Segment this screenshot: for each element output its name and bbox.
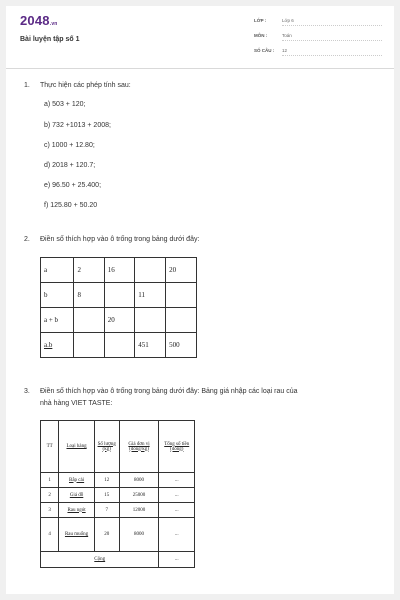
table-cell: 3 [41,503,59,518]
table-cell [135,308,166,333]
worksheet-title: Bài luyện tập số 1 [20,36,80,43]
table-cell: 2 [74,258,104,283]
table-cell: 500 [166,333,197,358]
header-cell: Loại hàng [59,421,95,473]
question-3-cont: nhà hàng VIET TASTE: [40,400,113,407]
table-row [41,283,197,308]
total-value-cell: ... [159,552,195,568]
table-cell [166,283,197,308]
table-cell: 16 [104,258,135,283]
table-row [41,503,195,518]
table-cell: 20 [166,258,197,283]
table-cell: 451 [135,333,166,358]
table-cell: a + b [41,308,74,333]
table-cell: Bắp cải [59,473,95,488]
header-cell: Số lượng (kg) [94,421,119,473]
table-cell [104,283,135,308]
table-total-row [41,552,195,568]
table-row [41,488,195,503]
table-cell: ... [159,473,195,488]
question-2: 2. Điền số thích hợp vào ô trống trong bảng dưới đây: [24,236,200,243]
table-cell [104,333,135,358]
table-cell [135,258,166,283]
q1-item-d: d) 2018 + 120.7; [44,162,96,169]
table-header-row [41,421,195,473]
q1-item-e: e) 96.50 + 25.400; [44,182,102,189]
table-cell: 12 [94,473,119,488]
table-cell: 2 [41,488,59,503]
table-row [41,308,197,333]
table-cell: 11 [135,283,166,308]
total-label-cell: Cộng [41,552,159,568]
table-cell: 15 [94,488,119,503]
table-cell: b [41,283,74,308]
table-cell: ... [159,518,195,552]
table-cell: a [41,258,74,283]
table-cell: 20 [94,518,119,552]
table-cell: a.b [41,333,74,358]
table-cell [74,333,104,358]
q1-item-a: a) 503 + 120; [44,101,86,108]
q2-table [40,257,197,358]
table-row [41,333,197,358]
q3-price-table [40,420,195,568]
worksheet-page [6,6,394,594]
q1-item-c: c) 1000 + 12.80; [44,142,95,149]
meta-divider [282,25,382,26]
question-1: 1. Thực hiện các phép tính sau: [24,82,131,89]
meta-divider [282,55,382,56]
meta-class: LỚP : Lớp 6 [254,18,294,23]
table-row [41,258,197,283]
q1-item-f: f) 125.80 + 50.20 [44,202,98,209]
table-cell: 25000 [119,488,159,503]
table-cell: 4 [41,518,59,552]
table-cell: Rau muống [59,518,95,552]
table-cell [74,308,104,333]
table-row [41,473,195,488]
table-cell: 7 [94,503,119,518]
table-cell [166,308,197,333]
table-cell: 8000 [119,473,159,488]
header-cell: TT [41,421,59,473]
table-cell: Rau ngót [59,503,95,518]
table-cell: 8 [74,283,104,308]
table-cell: 12000 [119,503,159,518]
header-cell: Giá đơn vị (đồng/kg) [119,421,159,473]
header-cell: Tổng số tiền (đồng) [159,421,195,473]
table-cell: Giá đỗ [59,488,95,503]
table-cell: 1 [41,473,59,488]
table-cell: 20 [104,308,135,333]
question-3: 3. Điền số thích hợp vào ô trống trong bảng dưới đây: Bảng giá nhập các loại rau của [24,388,298,395]
meta-question-count: SỐ CÂU : 12 [254,48,288,53]
meta-divider [282,40,382,41]
table-cell: ... [159,488,195,503]
worksheet-header [6,6,394,69]
table-cell: ... [159,503,195,518]
site-logo[interactable]: 2048.vn [20,13,58,28]
meta-subject: MÔN : Toán [254,33,292,38]
q1-item-b: b) 732 +1013 + 2008; [44,122,111,129]
table-row [41,518,195,552]
table-cell: 8000 [119,518,159,552]
